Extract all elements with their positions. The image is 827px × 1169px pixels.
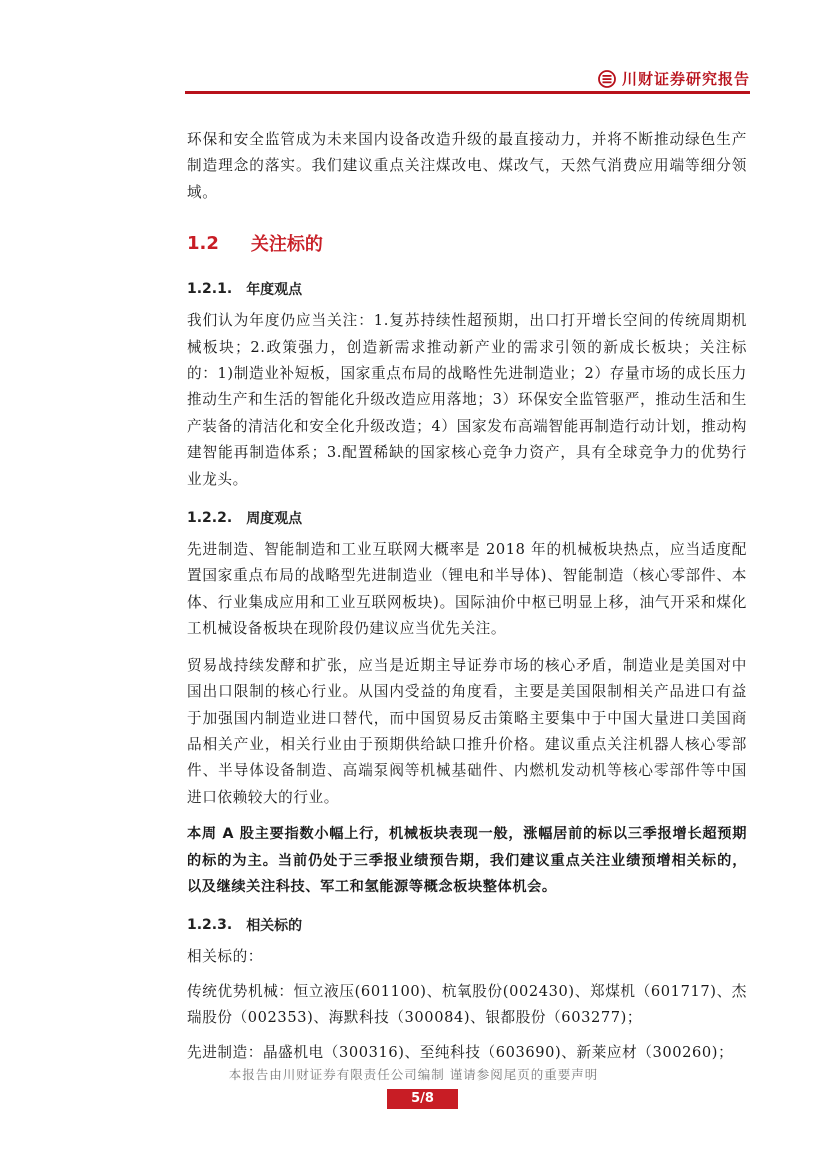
page-header xyxy=(185,62,750,92)
section-heading-1-2 xyxy=(187,228,747,258)
advanced-manufacturing-list: 先进制造：晶盛机电（300316)、至纯科技（603690)、新莱应材（300260)； xyxy=(187,1043,734,1061)
subsection-heading-1-2-3 xyxy=(187,912,747,938)
related-targets-label: 相关标的： xyxy=(187,948,263,966)
section-number: 1.2 xyxy=(187,232,219,254)
brand-name: 川财证券研究报告 xyxy=(621,70,750,88)
subsection-heading-1-2-1 xyxy=(187,276,747,302)
weekly-view-paragraph: 先进制造、智能制造和工业互联网大概率是 2018 年的机械板块热点，应当适度配置国家重点布局的战略型先进制造业（锂电和半导体)、智能制造（核心零部件、本体、行业集成应用和工业互联网板块)。国际油价中枢已明显上移，油气开采和煤化工机械设备板块在现阶段仍建议应当优先关注。 xyxy=(187,541,747,638)
report-body xyxy=(187,127,747,1066)
subsection-title: 年度观点 xyxy=(246,282,303,299)
header-divider xyxy=(185,91,750,94)
trade-war-paragraph: 贸易战持续发酵和扩张，应当是近期主导证券市场的核心矛盾，制造业是美国对中国出口限制的核心行业。从国内受益的角度看，主要是美国限制相关产品进口有益于加强国内制造业进口替代，而中国贸易反击策略主要集中于中国大量进口美国商品相关产业，相关行业由于预期供给缺口推升价格。建议重点关注机器人核心零部件、半导体设备制造、高端泵阀等机械基础件、内燃机发动机等核心零部件等中国进口依赖较大的行业。 xyxy=(187,656,747,806)
intro-paragraph: 环保和安全监管成为未来国内设备改造升级的最直接动力，并将不断推动绿色生产制造理念的落实。我们建议重点关注煤改电、煤改气，天然气消费应用端等细分领域。 xyxy=(187,131,747,201)
subsection-title: 相关标的 xyxy=(246,918,303,935)
subsection-heading-1-2-2 xyxy=(187,505,747,531)
traditional-machinery-list: 传统优势机械：恒立液压(601100)、杭氧股份(002430)、郑煤机（601717)、杰瑞股份（002353)、海默科技（300084)、银都股份（603277)； xyxy=(187,982,747,1027)
chuancai-logo-icon xyxy=(598,70,616,88)
footer-disclaimer: 本报告由川财证券有限责任公司编制 谨请参阅尾页的重要声明 xyxy=(228,1067,599,1082)
annual-view-paragraph: 我们认为年度仍应当关注：1.复苏持续性超预期，出口打开增长空间的传统周期机械板块；2.政策强力，创造新需求推动新产业的需求引领的新成长板块；关注标的：1)制造业补短板，国家重点布局的战略性先进制造业；2）存量市场的成长压力推动生产和生活的智能化升级改造应用落地；3）环保安全监管驱严，推动生活和生产装备的清洁化和安全化升级改造；4）国家发布高端智能再制造行动计划，推动构建智能再制造体系；3.配置稀缺的国家核心竞争力资产，具有全球竞争力的优势行业龙头。 xyxy=(187,312,747,488)
subsection-number: 1.2.2. xyxy=(187,510,233,527)
weekly-summary-paragraph: 本周 A 股主要指数小幅上行，机械板块表现一般，涨幅居前的标以三季报增长超预期的标的为主。当前仍处于三季报业绩预告期，我们建议重点关注业绩预增相关标的，以及继续关注科技、军工和氢能源等概念板块整体机会。 xyxy=(187,826,747,895)
section-title: 关注标的 xyxy=(250,234,323,256)
subsection-number: 1.2.3. xyxy=(187,917,233,934)
subsection-number: 1.2.1. xyxy=(187,281,233,298)
brand xyxy=(598,68,750,89)
page-number-badge: 5/8 xyxy=(387,1089,458,1109)
subsection-title: 周度观点 xyxy=(246,511,303,528)
